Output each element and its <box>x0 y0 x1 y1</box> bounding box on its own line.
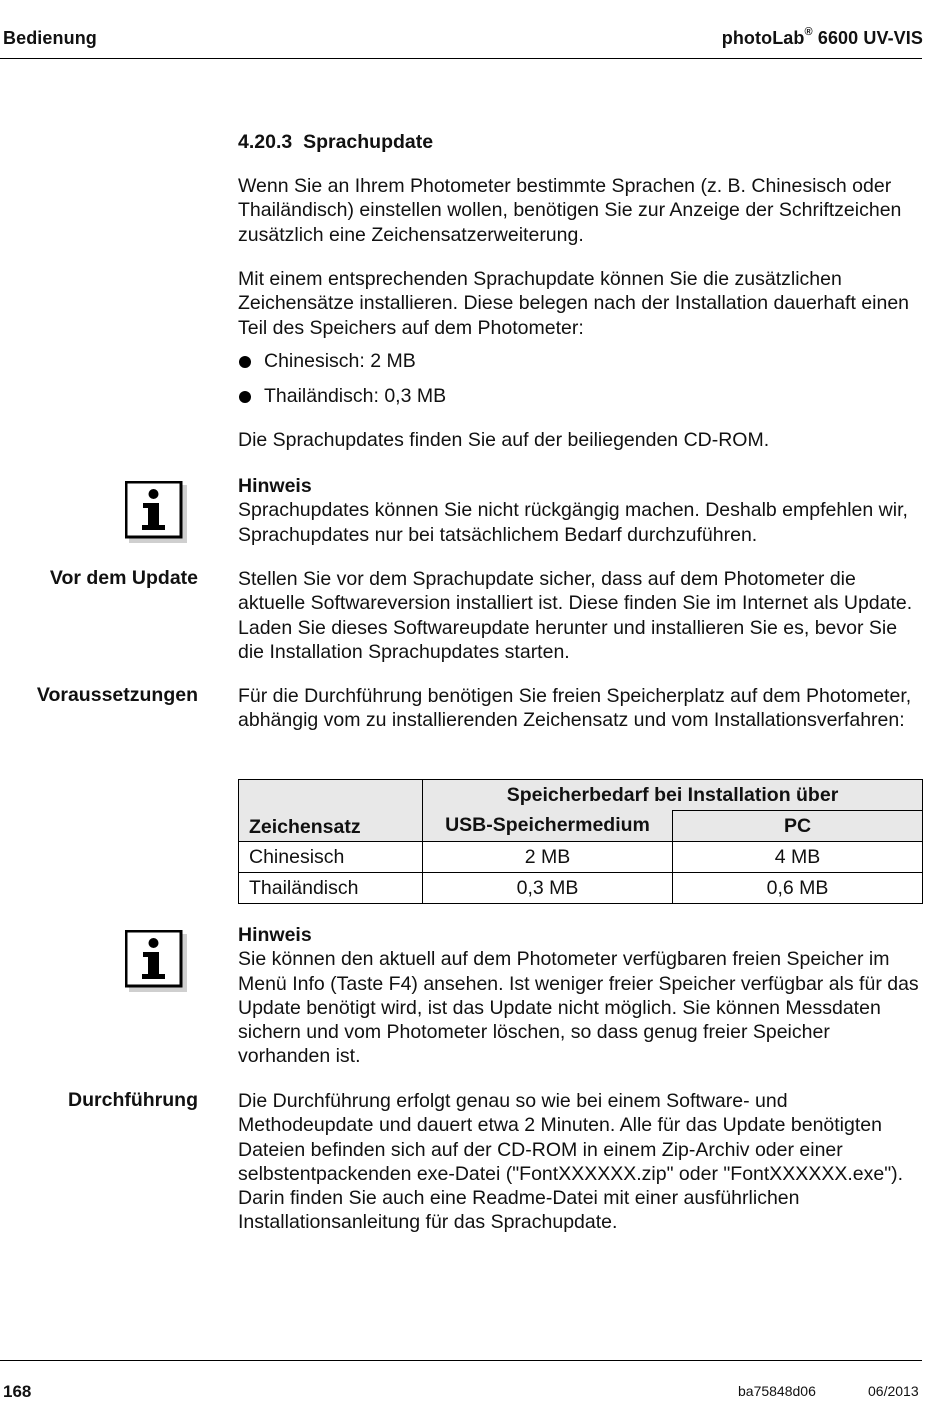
section-heading <box>238 131 433 154</box>
note-title: Hinweis <box>238 475 312 497</box>
product-brand: photoLab <box>721 28 805 48</box>
procedure-paragraph: Die Durchführung erfolgt genau so wie bei einem Software- und Methodeupdate und dauert etwa 2 Minuten. Alle für das Update benötigten Dateien befinden sich auf der CD-ROM in einem Zip-Archiv oder einer selbstentpackenden exe-Datei ("FontXXXXXX.zip" oder "FontXXXXXX.exe"). Darin finden Sie auch eine Readme-Datei mit einer ausführlichen Installationsanleitung für das Sprachupdate. <box>238 1090 904 1234</box>
table-cell-usb: 2 MB <box>423 842 673 873</box>
table-row <box>239 873 923 904</box>
install-paragraph: Mit einem entsprechenden Sprachupdate können Sie die zusätzlichen Zeichensätze installieren. Diese belegen nach der Installation dauerhaft einen Teil des Speichers auf dem Photometer: <box>238 268 910 339</box>
table-row <box>239 842 923 873</box>
note-title: Hinweis <box>238 924 312 946</box>
cdrom-paragraph: Die Sprachupdates finden Sie auf der beiliegenden CD-ROM. <box>238 429 770 451</box>
document-date: 06/2013 <box>868 1383 919 1399</box>
table-cell-charset: Thailändisch <box>239 873 423 904</box>
section-number: 4.20.3 <box>238 131 293 153</box>
footer-rule <box>0 1360 922 1361</box>
info-icon <box>125 930 187 992</box>
running-header-chapter: Bedienung <box>3 28 97 48</box>
section-title: Sprachupdate <box>303 131 434 153</box>
header-rule <box>0 58 922 59</box>
note-box <box>238 923 923 1069</box>
table-cell-charset: Chinesisch <box>239 842 423 873</box>
registered-mark: ® <box>804 26 813 38</box>
table-header-usb: USB-Speichermedium <box>423 811 673 842</box>
note-text: Sprachupdates können Sie nicht rückgängig machen. Deshalb empfehlen wir, Sprachupdates nur bei tatsächlichem Bedarf durchzuführen. <box>238 499 908 546</box>
table-header-group: Speicherbedarf bei Installation über <box>423 780 923 811</box>
intro-paragraph: Wenn Sie an Ihrem Photometer bestimmte Sprachen (z. B. Chinesisch oder Thailändisch) einstellen wollen, benötigen Sie zur Anzeige der Schriftzeichen zusätzlich eine Zeichensatzerweiterung. <box>238 175 902 246</box>
table-cell-usb: 0,3 MB <box>423 873 673 904</box>
list-item: Chinesisch: 2 MB <box>238 349 923 384</box>
table-cell-pc: 4 MB <box>673 842 923 873</box>
requirements-paragraph: Für die Durchführung benötigen Sie freien Speicherplatz auf dem Photometer, abhängig vom zu installierenden Zeichensatz und vom Installationsverfahren: <box>238 685 912 732</box>
table-cell-pc: 0,6 MB <box>673 873 923 904</box>
margin-label-requirements: Voraussetzungen <box>36 684 198 706</box>
before-update-paragraph: Stellen Sie vor dem Sprachupdate sicher, dass auf dem Photometer die aktuelle Softwareversion installiert ist. Diese finden Sie im Internet als Update. Laden Sie dieses Softwareupdate herunter und installieren Sie es, bevor Sie die Installation Sprachupdates starten. <box>238 568 913 663</box>
bullet-icon <box>239 356 251 368</box>
info-icon <box>125 481 187 543</box>
table-header-pc: PC <box>673 811 923 842</box>
document-id: ba75848d06 <box>738 1383 816 1399</box>
product-model: 6600 UV-VIS <box>812 28 923 48</box>
memory-requirements-table <box>238 779 923 904</box>
page-number: 168 <box>3 1382 32 1401</box>
list-item: Thailändisch: 0,3 MB <box>238 384 923 419</box>
margin-label-before-update: Vor dem Update <box>49 567 198 589</box>
margin-label-procedure: Durchführung <box>68 1089 198 1111</box>
charset-size-list <box>238 349 923 419</box>
note-text: Sie können den aktuell auf dem Photometer verfügbaren freien Speicher im Menü Info (Taste F4) ansehen. Ist weniger freier Speicher verfügbar als für das Update benötigt wird, ist das Update nicht möglich. Sie können Messdaten sichern und vom Photometer löschen, so dass genug freier Speicher vorhanden ist. <box>238 948 919 1068</box>
running-header-product <box>722 28 923 49</box>
table-header-charset: Zeichensatz <box>239 780 423 842</box>
note-box <box>238 474 923 547</box>
bullet-icon <box>239 391 251 403</box>
